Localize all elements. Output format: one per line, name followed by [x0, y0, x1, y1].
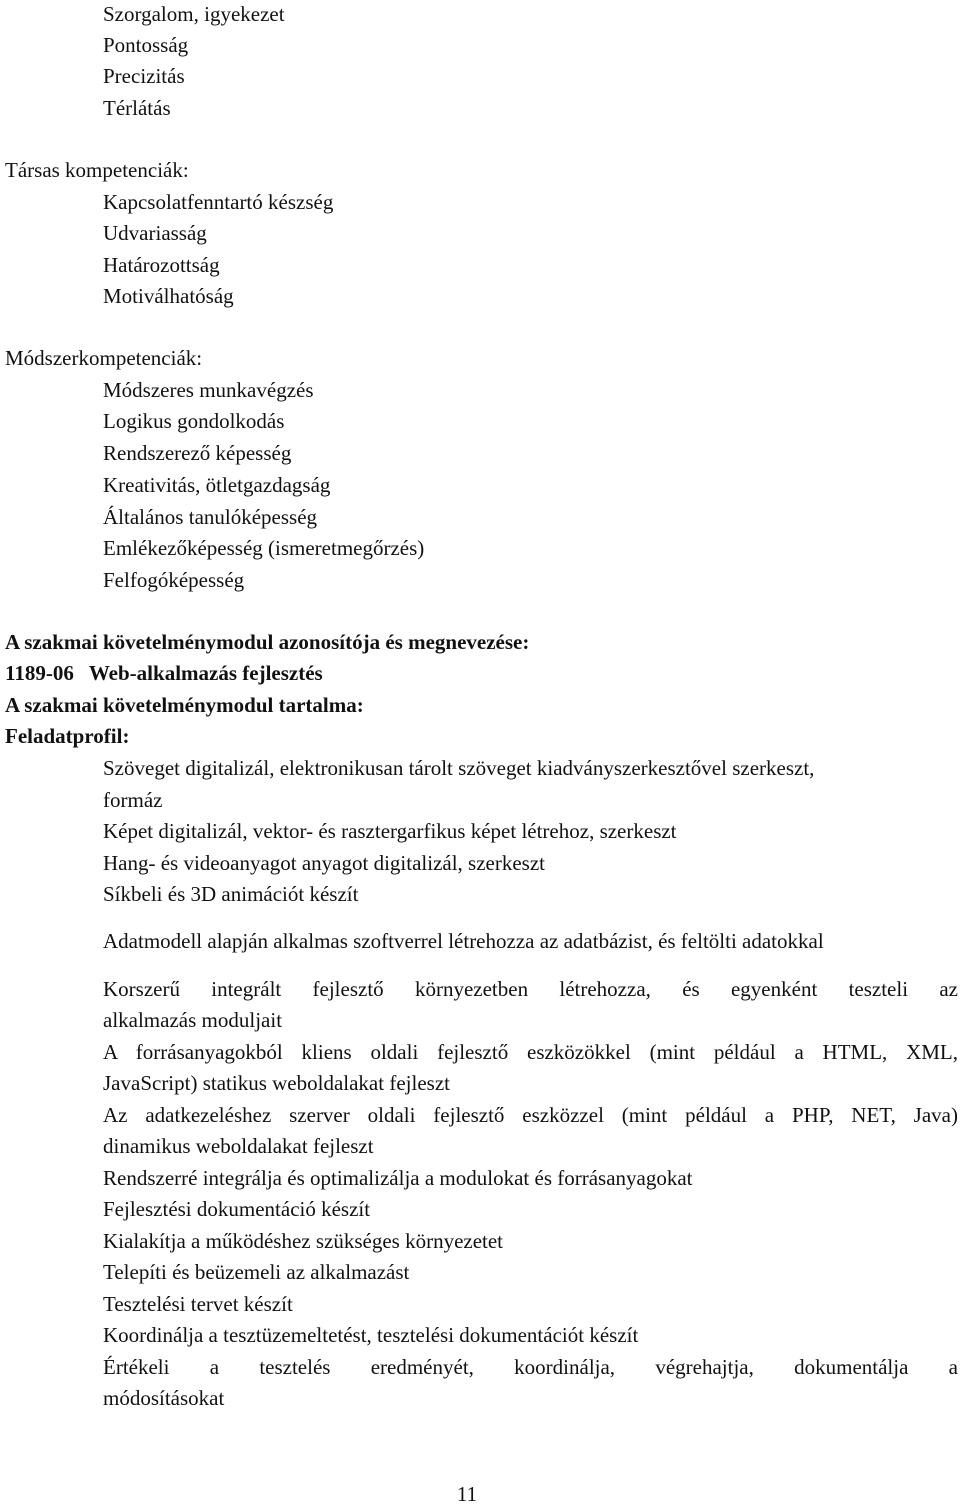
task-item: Fejlesztési dokumentáció készít	[103, 1197, 371, 1221]
skill-item: Szorgalom, igyekezet	[103, 2, 285, 26]
task-item: Képet digitalizál, vektor- és rasztergarfikus képet létrehoz, szerkeszt	[103, 819, 677, 843]
skill-item: Térlátás	[103, 96, 171, 120]
method-competencies-heading: Módszerkompetenciák:	[5, 346, 203, 370]
method-item: Felfogóképesség	[103, 568, 245, 592]
module-content-heading: A szakmai követelménymodul tartalma:	[5, 693, 364, 717]
skill-item: Pontosság	[103, 33, 189, 57]
task-item: Tesztelési tervet készít	[103, 1292, 293, 1316]
task-item: Adatmodell alapján alkalmas szoftverrel létrehozza az adatbázist, és feltölti adatokkal	[103, 929, 824, 953]
social-item: Határozottság	[103, 253, 220, 277]
page-number: 11	[456, 1482, 478, 1506]
task-item: Hang- és videoanyagot anyagot digitalizál, szerkeszt	[103, 851, 546, 875]
task-item: módosításokat	[103, 1386, 225, 1410]
social-item: Udvariasság	[103, 221, 207, 245]
task-profile-heading: Feladatprofil:	[5, 724, 130, 748]
task-item: dinamikus weboldalakat fejleszt	[103, 1134, 374, 1158]
task-item: Síkbeli és 3D animációt készít	[103, 882, 359, 906]
method-item: Módszeres munkavégzés	[103, 378, 314, 402]
social-competencies-heading: Társas kompetenciák:	[5, 158, 189, 182]
method-item: Emlékezőképesség (ismeretmegőrzés)	[103, 536, 425, 560]
method-item: Kreativitás, ötletgazdagság	[103, 473, 331, 497]
social-item: Kapcsolatfenntartó készség	[103, 190, 334, 214]
task-item: Szöveget digitalizál, elektronikusan tárolt szöveget kiadványszerkesztővel szerkeszt,	[103, 756, 815, 780]
method-item: Logikus gondolkodás	[103, 409, 285, 433]
task-item: Az adatkezeléshez szerver oldali fejlesztő eszközzel (mint például a PHP, NET, Java)	[103, 1103, 958, 1127]
task-item: Korszerű integrált fejlesztő környezetben létrehozza, és egyenként teszteli az	[103, 977, 958, 1001]
module-name: Web-alkalmazás fejlesztés	[88, 661, 323, 685]
module-code: 1189-06	[5, 661, 74, 685]
method-item: Rendszerező képesség	[103, 441, 292, 465]
task-item: Értékeli a tesztelés eredményét, koordinálja, végrehajtja, dokumentálja a	[103, 1355, 958, 1379]
task-item: JavaScript) statikus weboldalakat fejleszt	[103, 1071, 450, 1095]
module-title	[5, 660, 323, 686]
task-item: Kialakítja a működéshez szükséges környezetet	[103, 1229, 504, 1253]
task-item: Rendszerré integrálja és optimalizálja a modulokat és forrásanyagokat	[103, 1166, 693, 1190]
module-id-heading: A szakmai követelménymodul azonosítója és megnevezése:	[5, 630, 530, 654]
task-item: Koordinálja a tesztüzemeltetést, tesztelési dokumentációt készít	[103, 1323, 639, 1347]
task-item: formáz	[103, 788, 163, 812]
task-item: Telepíti és beüzemeli az alkalmazást	[103, 1260, 410, 1284]
method-item: Általános tanulóképesség	[103, 505, 318, 529]
skill-item: Precizitás	[103, 64, 185, 88]
social-item: Motiválhatóság	[103, 284, 234, 308]
task-item: alkalmazás moduljait	[103, 1008, 283, 1032]
task-item: A forrásanyagokból kliens oldali fejlesztő eszközökkel (mint például a HTML, XML,	[103, 1040, 958, 1064]
